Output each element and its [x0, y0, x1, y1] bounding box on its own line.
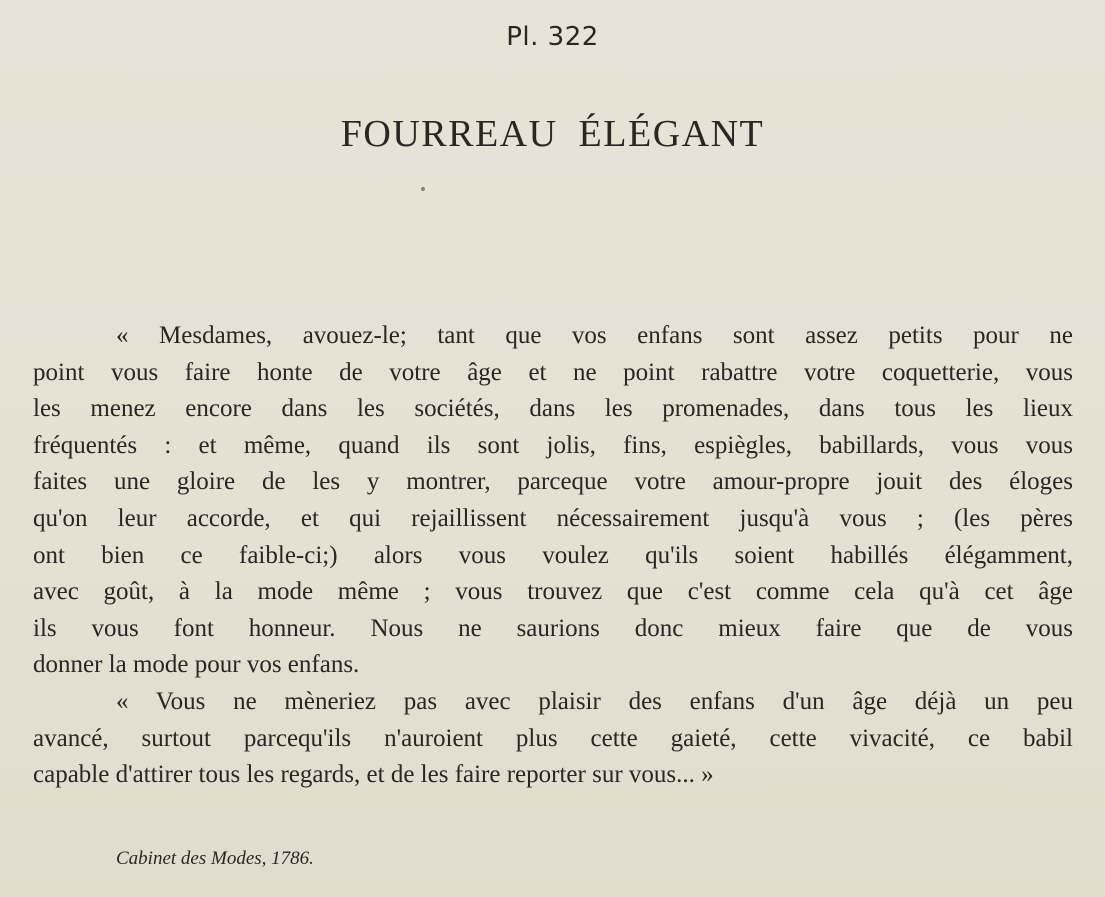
- text-line: point vous faire honte de votre âge et ne point rabattre votre coquetterie, vous: [33, 358, 1073, 386]
- text-line: « Vous ne mèneriez pas avec plaisir des enfans d'un âge déjà un peu: [116, 687, 1073, 715]
- quote-body: [33, 318, 1073, 794]
- citation-year: 1786.: [271, 848, 314, 869]
- text-line: faites une gloire de les y montrer, parceque votre amour-propre jouit des éloges: [33, 468, 1073, 496]
- text-line: les menez encore dans les sociétés, dans les promenades, dans tous les lieux: [33, 395, 1073, 423]
- text-line: qu'on leur accorde, et qui rejaillissent nécessairement jusqu'à vous ; (les pères: [33, 504, 1073, 532]
- citation-source: Cabinet des Modes,: [116, 848, 267, 869]
- plate-number: Pl. 322: [506, 22, 599, 52]
- text-line: avec goût, à la mode même ; vous trouvez que c'est comme cela qu'à cet âge: [33, 578, 1073, 606]
- text-line: ont bien ce faible-ci;) alors vous voulez qu'ils soient habillés élégamment,: [33, 541, 1073, 569]
- citation: [116, 848, 314, 870]
- text-line: donner la mode pour vos enfans.: [33, 651, 360, 679]
- text-line: fréquentés : et même, quand ils sont jolis, fins, espiègles, babillards, vous vous: [33, 431, 1073, 459]
- page-title: FOURREAU ÉLÉGANT: [340, 113, 765, 155]
- text-line: « Mesdames, avouez-le; tant que vos enfans sont assez petits pour ne: [116, 322, 1073, 349]
- text-line: avancé, surtout parcequ'ils n'auroient plus cette gaieté, cette vivacité, ce babil: [33, 724, 1073, 752]
- text-line: capable d'attirer tous les regards, et de les faire reporter sur vous... »: [33, 761, 714, 789]
- ink-speck: [421, 187, 425, 191]
- text-line: ils vous font honneur. Nous ne saurions donc mieux faire que de vous: [33, 614, 1073, 642]
